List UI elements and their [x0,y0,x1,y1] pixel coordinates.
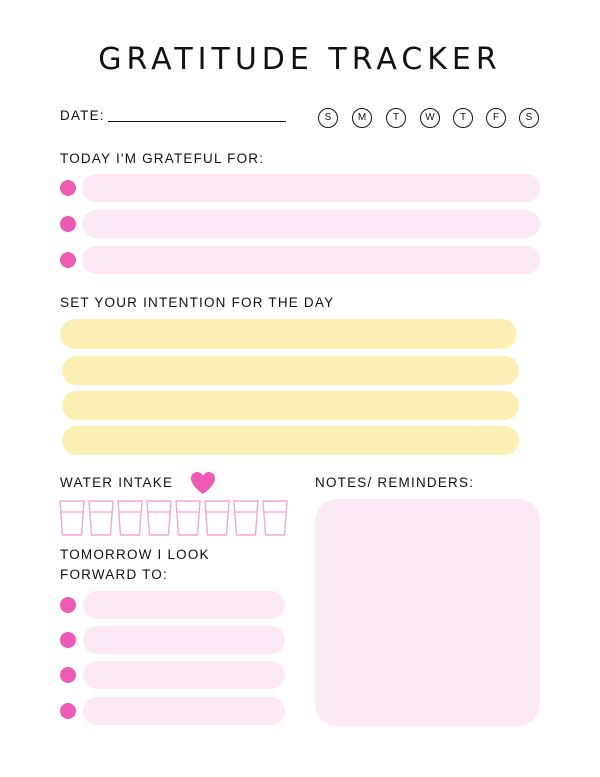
bullet-dot [60,180,76,196]
day-saturday[interactable]: S [519,108,539,128]
intention-entry-3[interactable] [62,391,519,420]
tomorrow-entry-2[interactable] [83,626,285,654]
grateful-entry-2[interactable] [82,210,540,238]
day-tuesday[interactable]: T [386,108,406,128]
grateful-heading: TODAY I'M GRATEFUL FOR: [60,151,265,166]
intention-entry-2[interactable] [62,356,519,385]
grateful-entry-1[interactable] [82,174,540,202]
water-glass-icon[interactable] [263,501,287,535]
water-glass-icon[interactable] [147,501,171,535]
bullet-dot [60,252,76,268]
water-heading: WATER INTAKE [60,475,174,490]
intention-heading: SET YOUR INTENTION FOR THE DAY [60,295,335,310]
notes-heading: NOTES/ REMINDERS: [315,475,475,490]
tomorrow-heading-line1: TOMORROW I LOOK [60,547,210,562]
day-wednesday[interactable]: W [420,108,440,128]
tomorrow-heading-line2: FORWARD TO: [60,567,168,582]
tomorrow-entry-4[interactable] [83,697,285,725]
bullet-dot [60,216,76,232]
notes-box[interactable] [315,499,540,726]
water-glass-icon[interactable] [60,501,84,535]
page-title: GRATITUDE TRACKER [98,42,502,77]
heart-icon [190,471,216,495]
date-field[interactable] [108,121,286,122]
water-glass-icon[interactable] [118,501,142,535]
day-thursday[interactable]: T [453,108,473,128]
bullet-dot [60,597,76,613]
water-glass-icon[interactable] [234,501,258,535]
water-glass-icon[interactable] [176,501,200,535]
bullet-dot [60,703,76,719]
water-glasses [59,500,289,537]
day-friday[interactable]: F [486,108,506,128]
water-glass-icon[interactable] [205,501,229,535]
bullet-dot [60,667,76,683]
intention-entry-1[interactable] [60,319,517,349]
date-label: DATE: [60,108,105,123]
tomorrow-entry-1[interactable] [83,591,285,619]
weekday-selector [318,108,542,130]
tomorrow-entry-3[interactable] [83,661,285,689]
day-sunday[interactable]: S [318,108,338,128]
day-monday[interactable]: M [352,108,372,128]
bullet-dot [60,632,76,648]
intention-entry-4[interactable] [62,426,519,455]
grateful-entry-3[interactable] [82,246,540,274]
water-glass-icon[interactable] [89,501,113,535]
